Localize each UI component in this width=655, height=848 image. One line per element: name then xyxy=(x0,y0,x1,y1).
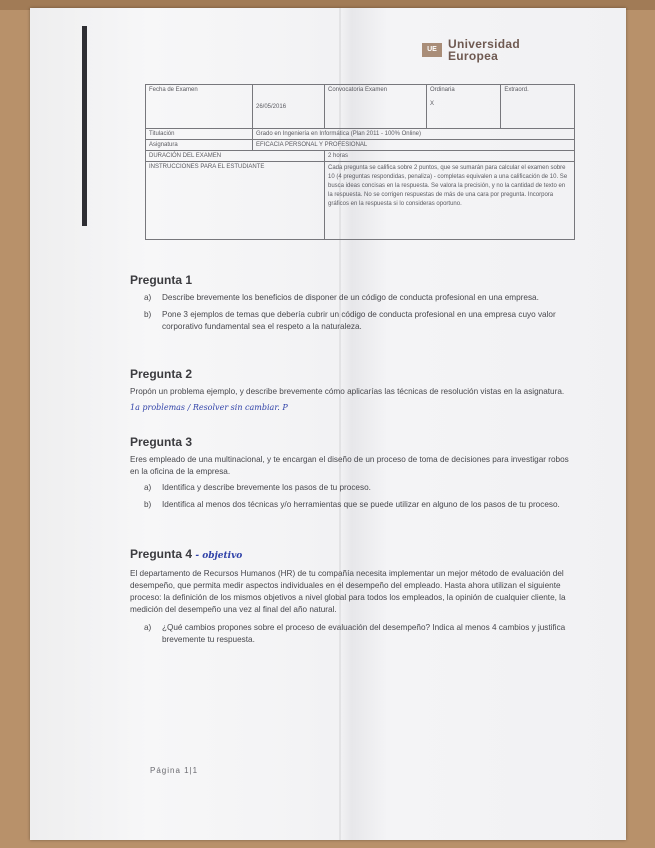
question-1-title: Pregunta 1 xyxy=(130,273,193,287)
item-marker: a) xyxy=(144,623,152,632)
exam-sheet xyxy=(30,8,626,840)
item-text: Pone 3 ejemplos de temas que debería cubrir un código de conducta profesional en una empresa cuyo valor corporativo fundamental sea el respeto a la naturaleza. xyxy=(162,310,556,331)
question-2 xyxy=(130,368,570,414)
item-text: Identifica al menos dos técnicas y/o herramientas que se puede utilizar en alguno de los pasos de tu proceso. xyxy=(162,500,560,509)
university-logo xyxy=(422,38,520,62)
instrucciones-value: Cada pregunta se califica sobre 2 puntos, que se sumarán para calcular el examen sobre 10 (4 preguntas respondidas, penaliza) - completas equivalen a una calificación de 10. Se busca ideas concisas en la respuesta. Se valora la precisión, y no la cantidad de texto en la respuesta. No se corrigen respuestas de más de una cara por pregunta. Incorpora gráficos en la respuesta si lo consideras oportuno. xyxy=(325,162,575,240)
question-4 xyxy=(130,548,570,651)
duracion-value: 2 horas xyxy=(325,151,575,162)
question-2-text: Propón un problema ejemplo, y describe brevemente cómo aplicarías las técnicas de resolución vistas en la asignatura. xyxy=(130,387,565,396)
titulacion-value: Grado en Ingeniería en Informática (Plan 2011 - 100% Online) xyxy=(253,129,575,140)
item-marker: b) xyxy=(144,500,152,509)
question-1 xyxy=(130,274,570,338)
question-4-handwriting: - objetivo xyxy=(195,551,243,561)
exam-header-table xyxy=(145,84,575,240)
question-4-title: Pregunta 4 xyxy=(130,547,193,561)
logo-text xyxy=(448,38,520,62)
question-4-item-a xyxy=(144,622,570,646)
asignatura-label: Asignatura xyxy=(146,140,253,151)
item-marker: b) xyxy=(144,310,152,319)
item-text: Identifica y describe brevemente los pasos de tu proceso. xyxy=(162,483,371,492)
item-marker: a) xyxy=(144,483,152,492)
ordinaria-cell xyxy=(427,85,501,129)
question-3-title: Pregunta 3 xyxy=(130,435,193,449)
ordinaria-value: X xyxy=(430,101,435,107)
question-1-item-a xyxy=(144,292,570,304)
convocatoria-label: Convocatoria Examen xyxy=(325,85,427,129)
page-number: Página 1|1 xyxy=(150,766,199,775)
question-2-handwriting: 1a problemas / Resolver sin cambiar. P xyxy=(130,403,288,412)
question-4-text: El departamento de Recursos Humanos (HR) de tu compañía necesita implementar un mejor método de evaluación del desempeño, que permita medir aspectos individuales en el desempeño del empleado. Hasta ahora utilizan el siguiente proceso: la definición de los mismos objetivos a nivel global para todos los empleados, la opinión de cualquier cliente, la medición del desempeño una vez al final del año natural. xyxy=(130,569,566,614)
item-text: Describe brevemente los beneficios de disponer de un código de conducta profesional en una empresa. xyxy=(162,293,539,302)
question-3-text: Eres empleado de una multinacional, y te encargan el diseño de un proceso de toma de decisiones para investigar robos en la oficina de la empresa. xyxy=(130,455,569,476)
question-4-heading xyxy=(130,548,570,562)
duracion-label: DURACIÓN DEL EXAMEN xyxy=(146,151,325,162)
item-text: ¿Qué cambios propones sobre el proceso de evaluación del desempeño? Indica al menos 4 cambios y justifica brevemente tu respuesta. xyxy=(162,623,566,644)
item-marker: a) xyxy=(144,293,152,302)
fecha-label: Fecha de Examen xyxy=(146,85,253,129)
question-3 xyxy=(130,436,570,516)
fecha-value: 26/05/2016 xyxy=(253,85,325,129)
ordinaria-label: Ordinaria xyxy=(430,87,455,93)
asignatura-value: EFICACIA PERSONAL Y PROFESIONAL xyxy=(253,140,575,151)
titulacion-label: Titulación xyxy=(146,129,253,140)
paper-edge-shadow xyxy=(82,26,87,226)
question-1-item-b xyxy=(144,309,570,333)
logo-line1: Universidad xyxy=(448,37,520,51)
question-3-item-a xyxy=(144,482,570,494)
extraord-label: Extraord. xyxy=(501,85,575,129)
logo-line2: Europea xyxy=(448,49,499,63)
logo-mark: UE xyxy=(422,43,442,57)
question-3-item-b xyxy=(144,499,570,511)
instrucciones-label: INSTRUCCIONES PARA EL ESTUDIANTE xyxy=(146,162,325,240)
question-2-title: Pregunta 2 xyxy=(130,367,193,381)
